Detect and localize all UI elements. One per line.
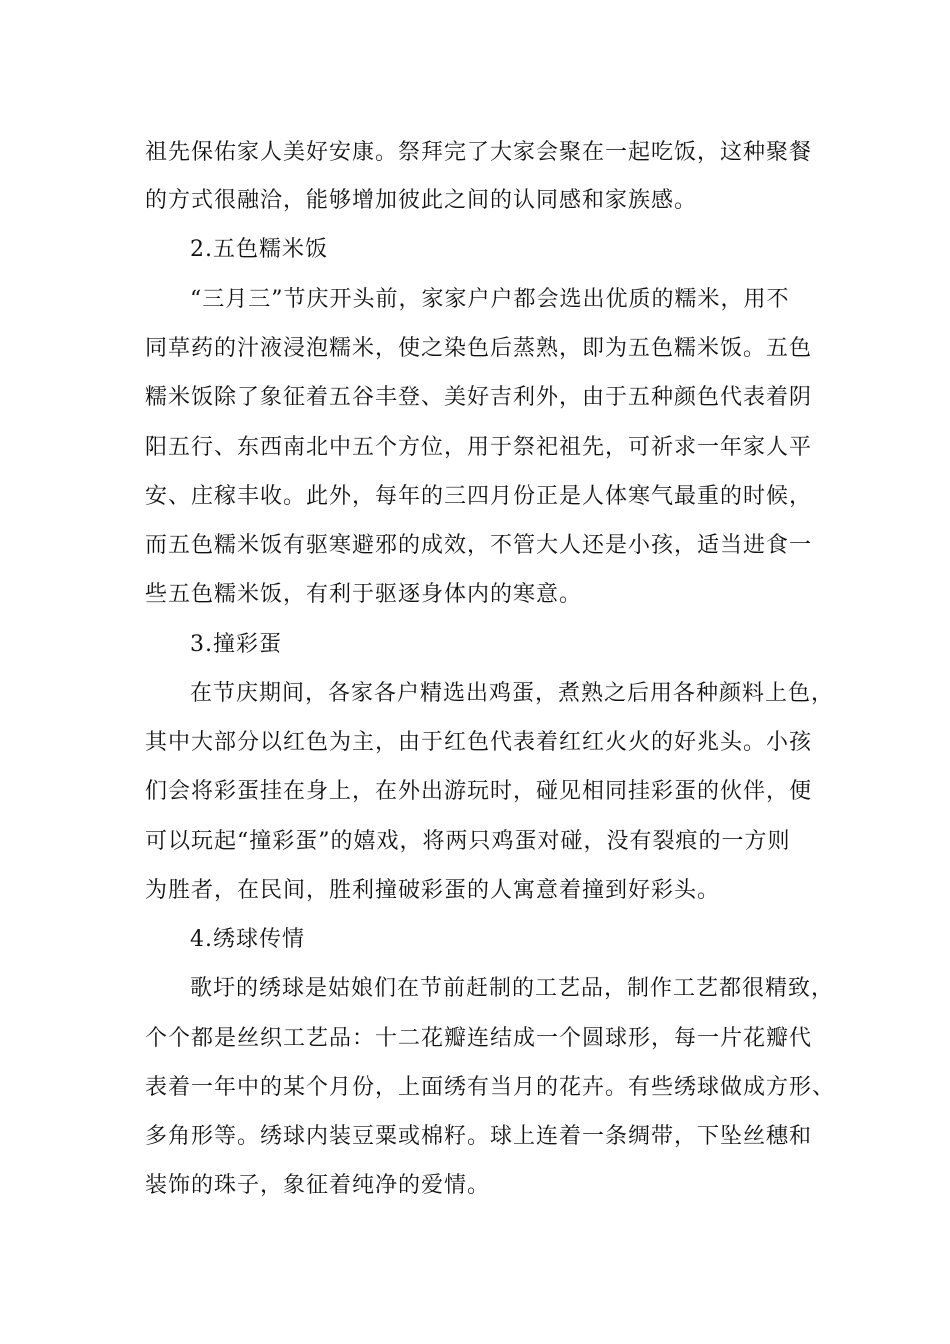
paragraph-line: 可以玩起“撞彩蛋”的嬉戏，将两只鸡蛋对碰，没有裂痕的一方则 <box>145 829 791 854</box>
paragraph-line: 们会将彩蛋挂在身上，在外出游玩时，碰见相同挂彩蛋的伙伴，便 <box>145 779 813 804</box>
paragraph-line: 个个都是丝织工艺品：十二花瓣连结成一个圆球形，每一片花瓣代 <box>145 1026 813 1051</box>
paragraph-line: 为胜者，在民间，胜利撞破彩蛋的人寓意着撞到好彩头。 <box>145 878 721 903</box>
section-heading-zhuang-caidan: 3.撞彩蛋 <box>190 632 282 657</box>
paragraph-line: 些五色糯米饭，有利于驱逐身体内的寒意。 <box>145 582 583 607</box>
paragraph-line: 同草药的汁液浸泡糯米，使之染色后蒸熟，即为五色糯米饭。五色 <box>145 336 813 361</box>
paragraph-line: 阳五行、东西南北中五个方位，用于祭祀祖先，可祈求一年家人平 <box>145 435 813 460</box>
paragraph-line: 的方式很融洽，能够增加彼此之间的认同感和家族感。 <box>145 188 698 213</box>
section-heading-wuse-nuomifan: 2.五色糯米饭 <box>190 237 328 262</box>
paragraph-line: 其中大部分以红色为主，由于红色代表着红红火火的好兆头。小孩 <box>145 730 813 755</box>
paragraph-line: 祖先保佑家人美好安康。祭拜完了大家会聚在一起吃饭，这种聚餐 <box>145 140 813 165</box>
paragraph-line: 表着一年中的某个月份，上面绣有当月的花卉。有些绣球做成方形、 <box>145 1075 836 1100</box>
paragraph-line: 多角形等。绣球内装豆粟或棉籽。球上连着一条绸带，下坠丝穗和 <box>145 1124 813 1149</box>
section-heading-xiuqiu-chuanqing: 4.绣球传情 <box>190 927 305 952</box>
paragraph-line: 歌圩的绣球是姑娘们在节前赶制的工艺品，制作工艺都很精致， <box>190 976 835 1001</box>
paragraph-line: “三月三”节庆开头前，家家户户都会选出优质的糯米，用不 <box>190 287 790 312</box>
paragraph-line: 糯米饭除了象征着五谷丰登、美好吉利外，由于五种颜色代表着阴 <box>145 385 813 410</box>
paragraph-line: 在节庆期间，各家各户精选出鸡蛋，煮熟之后用各种颜料上色， <box>190 681 835 706</box>
paragraph-line: 装饰的珠子，象征着纯净的爱情。 <box>145 1173 491 1198</box>
paragraph-line: 而五色糯米饭有驱寒避邪的成效，不管大人还是小孩，适当进食一 <box>145 533 813 558</box>
paragraph-line: 安、庄稼丰收。此外，每年的三四月份正是人体寒气最重的时候， <box>145 484 813 509</box>
